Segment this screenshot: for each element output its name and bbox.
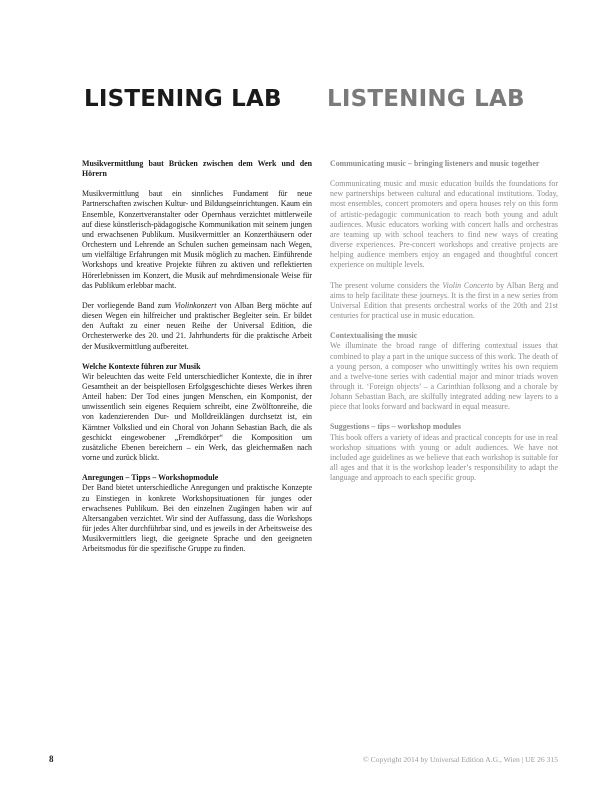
english-volume-paragraph	[330, 281, 558, 322]
german-intro-body: Musikvermittlung baut ein sinnliches Fundament für neue Partnerschaften zwischen Kultur- und Bildungseinrichtungen. Kaum ein Ensemble, Konzertveranstalter oder Opernhaus verzichtet mittlerweile auf diese künstlerisch-pädagogische Kommunikation mit seinem jungen und erwachsenen Publikum. Musikvermittler an Konzerthäusern oder Orchestern und Lehrende an Schulen suchen gemeinsam nach Wegen, um vielfältige Erfahrungen mit Musik möglich zu machen. Einführende Workshops und kreative Projekte führen zu aktiven und reflektierten Hörerlebnissen im Konzert, die Musik auf mehrdimensionale Weise für das Publikum erlebbar macht.	[82, 189, 312, 290]
german-workshop-title: Anregungen – Tipps – Workshopmodule	[82, 473, 219, 483]
english-volume-text-start: The present volume considers the	[330, 280, 443, 290]
english-volume-text-end: by Alban Berg and aims to help facilitate these journeys. It is the first in a new series from Universal Edition that presents orchestral works of the 20th and 21st centuries for practical use in music education.	[330, 280, 559, 321]
english-workshop-title: Suggestions – tips – workshop modules	[330, 422, 461, 432]
german-heading: LISTENING LAB	[84, 86, 282, 112]
german-column	[82, 159, 312, 554]
german-volume-text-start: Der vorliegende Band zum	[82, 300, 175, 310]
german-volume-text-end: von Alban Berg möchte auf diesen Wegen ein hilfreicher und praktischer Begleiter sein. Er bildet den Auftakt zu einer neuen Reihe der Universal Edition, die Orchesterwerke des 20. und 21. Jahrhunderts für die praktische Arbeit der Musikvermittlung aufbereitet.	[82, 300, 312, 351]
page-number: 8	[49, 754, 54, 764]
english-intro-title: Communicating music – bringing listeners and music together	[330, 159, 540, 168]
english-context-title: Contextualising the music	[330, 331, 418, 341]
english-workshop-body: This book offers a variety of ideas and practical concepts for use in real workshop situations with young or adult audiences. We have not included age guidelines as we believe that each workshop is suitable for all ages and that it is the workshop leader’s responsibility to adapt the language and approach to each specific group.	[330, 432, 558, 483]
german-work-title: Violinkonzert	[174, 300, 217, 310]
copyright-notice: © Copyright 2014 by Universal Edition A.G., Wien | UE 26 315	[363, 755, 558, 764]
english-work-title: Violin Concerto	[442, 280, 494, 290]
german-context-body: Wir beleuchten das weite Feld unterschiedlicher Kontexte, die in ihrer Gesamtheit an der beispiellosen Erfolgsgeschichte dieses Werkes ihren Anteil haben: Der Tod eines jungen Menschen, ein Komponist, der unwissentlich sein eigenes Requiem schreibt, eine Zwölftonreihe, die von kadenzierenden Dur- und Molldreiklängen durchsetzt ist, ein Kärntner Volkslied und ein Choral von Johann Sebastian Bach, die als geschickt eingewobener „Fremdkörper“ die Komposition um zusätzliche Ebenen bereichern – ein Werk, das gleichermaßen nach vorne und zurück blickt.	[82, 371, 312, 463]
german-workshop-body: Der Band bietet unterschiedliche Anregungen und praktische Konzepte zu Einstiegen in konkrete Workshopsituationen für junges oder erwachsenes Publikum. Bei den einzelnen Zugängen haben wir auf Altersangaben verzichtet. Wir sind der Auffassung, dass die Workshops für jedes Alter durchführbar sind, und es jeweils in der Arbeitsweise des Musikvermittlers liegt, die geeignete Sprache und den geeigneten Arbeitsmodus für die spezifische Gruppe zu finden.	[82, 483, 312, 554]
english-context-body: We illuminate the broad range of differing contextual issues that combined to play a part in the unique success of this work. The death of a young person, a composer who unwittingly writes his own requiem and a twelve-tone series with cadential major and minor triads woven through it. ‘Foreign objects’ – a Carinthian folksong and a chorale by Johann Sebastian Bach, are skilfully integrated adding new layers to a piece that looks forward and backward in equal measure.	[330, 341, 558, 412]
german-intro-title: Musikvermittlung baut Brücken zwischen dem Werk und den Hörern	[82, 159, 312, 179]
english-intro-body: Communicating music and music education builds the foundations for new partnerships between cultural and educational institutions. Today, most ensembles, concert promoters and opera houses rely on this form of artistic-pedagogic communication to reach both young and adult audiences. Music educators working with concert halls and orchestras are teaming up with school teachers to find new ways of creating diverse experiences. Pre-concert workshops and creative projects are helping audience members enjoy an engaged and thoughtful concert experience on multiple levels.	[330, 179, 558, 270]
german-context-title: Welche Kontexte führen zur Musik	[82, 361, 201, 371]
english-column	[330, 159, 558, 483]
english-heading: LISTENING LAB	[327, 86, 525, 112]
german-volume-paragraph	[82, 301, 312, 352]
